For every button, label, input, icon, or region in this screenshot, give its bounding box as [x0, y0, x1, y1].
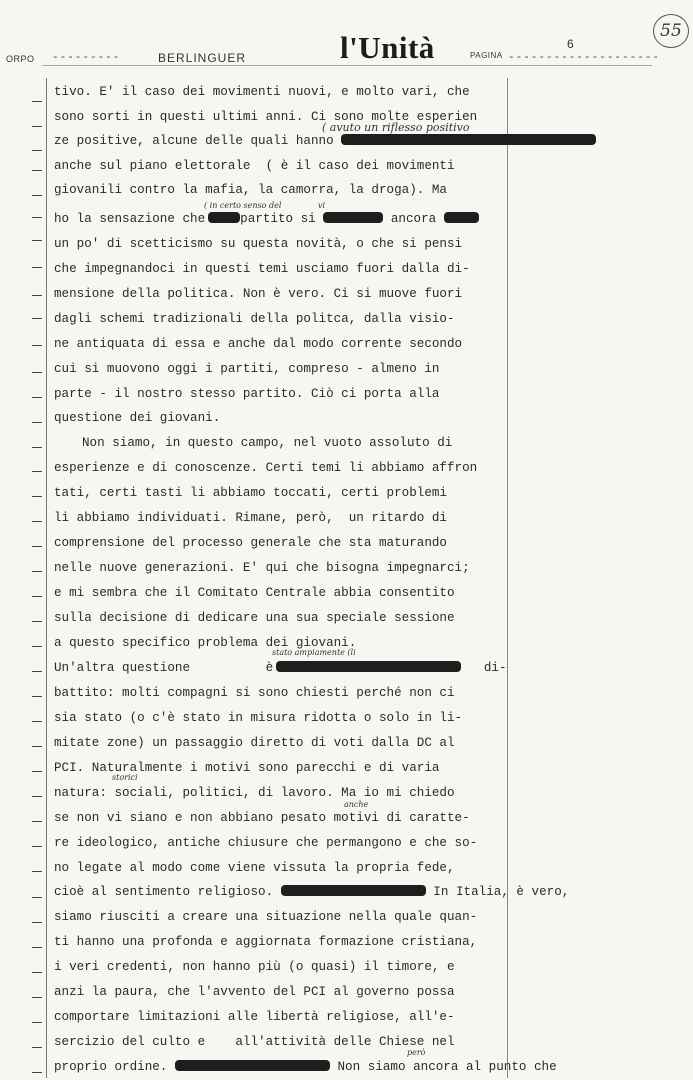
header-rule	[42, 65, 652, 66]
margin-tick	[32, 521, 42, 522]
margin-tick	[32, 372, 42, 373]
margin-tick	[32, 922, 42, 923]
handwritten-annotation: anche	[344, 800, 369, 809]
text-line	[54, 133, 596, 149]
text-segment: è	[265, 661, 274, 675]
text-line: tati, certi tasti li abbiamo toccati, certi problemi	[54, 486, 447, 500]
text-line: i veri credenti, non hanno più (o quasi) il timore, e	[54, 960, 455, 974]
text-line: natura: sociali, politici, di lavoro. Ma io mi chiedo	[54, 786, 455, 800]
margin-tick	[32, 397, 42, 398]
text-line	[54, 211, 479, 227]
text-segment: Un'altra questione	[54, 661, 191, 675]
margin-tick	[32, 1047, 42, 1048]
text-line	[54, 884, 569, 900]
text-segment: In Italia, è vero,	[433, 885, 570, 899]
text-line: cui si muovono oggi i partiti, compreso - almeno in	[54, 362, 440, 376]
text-line: battito: molti compagni si sono chiesti perché non ci	[54, 686, 455, 700]
text-line: parte - il nostro stesso partito. Ciò ci porta alla	[54, 387, 440, 401]
handwritten-annotation: vi	[318, 201, 326, 210]
text-segment: ancora	[390, 212, 437, 226]
margin-tick	[32, 496, 42, 497]
margin-tick	[32, 101, 42, 102]
margin-tick	[32, 897, 42, 898]
handwritten-annotation: ( avuto un riflesso positivo	[322, 121, 470, 134]
text-line: mensione della politica. Non è vero. Ci si muove fuori	[54, 287, 463, 301]
margin-tick	[32, 240, 42, 241]
margin-tick	[32, 318, 42, 319]
redaction-bar	[323, 212, 383, 223]
text-line: li abbiamo individuati. Rimane, però, un ritardo di	[54, 511, 447, 525]
text-line: sia stato (o c'è stato in misura ridotta o solo in li-	[54, 711, 463, 725]
margin-tick	[32, 1022, 42, 1023]
text-line: mitate zone) un passaggio diretto di voti dalla DC al	[54, 736, 455, 750]
newspaper-logo: l'Unità	[340, 30, 435, 65]
text-line: ne antiquata di essa e anche dal modo corrente secondo	[54, 337, 463, 351]
margin-tick	[32, 571, 42, 572]
text-line: nelle nuove generazioni. E' qui che bisogna impegnarci;	[54, 561, 470, 575]
margin-tick	[32, 721, 42, 722]
right-margin-rule	[507, 78, 508, 1078]
text-line: e mi sembra che il Comitato Centrale abbia consentito	[54, 586, 455, 600]
text-line: PCI. Naturalmente i motivi sono parecchi e di varia	[54, 761, 440, 775]
handwritten-annotation: storici	[112, 773, 138, 782]
margin-tick	[32, 217, 42, 218]
text-segment: partito si	[240, 212, 316, 226]
redaction-bar	[281, 885, 426, 896]
text-line: ti hanno una profonda e aggiornata formazione cristiana,	[54, 935, 478, 949]
margin-tick	[32, 1072, 42, 1073]
text-line: questione dei giovani.	[54, 411, 221, 425]
text-line: sulla decisione di dedicare una sua speciale sessione	[54, 611, 455, 625]
text-line: comprensione del processo generale che sta maturando	[54, 536, 447, 550]
margin-tick	[32, 546, 42, 547]
handwritten-annotation: però	[407, 1048, 426, 1057]
handwritten-annotation: stato ampiamente (li	[272, 648, 356, 657]
pagina-field: --------------------	[508, 52, 661, 64]
text-line: giovanili contro la mafia, la camorra, la droga). Ma	[54, 183, 447, 197]
text-segment: ze positive, alcune delle quali hanno	[54, 134, 334, 148]
margin-tick	[32, 997, 42, 998]
pagina-label: PAGINA	[470, 51, 503, 60]
margin-tick	[32, 596, 42, 597]
text-line: no legate al modo come viene vissuta la propria fede,	[54, 861, 455, 875]
margin-tick	[32, 796, 42, 797]
margin-tick	[32, 447, 42, 448]
circled-page-stamp: 55	[653, 14, 689, 48]
margin-tick	[32, 696, 42, 697]
text-line: comportare limitazioni alle libertà religiose, all'e-	[54, 1010, 455, 1024]
text-line: siamo riusciti a creare una situazione nella quale quan-	[54, 910, 478, 924]
margin-tick	[32, 195, 42, 196]
text-segment: proprio ordine.	[54, 1060, 168, 1074]
margin-tick	[32, 972, 42, 973]
redaction-bar	[208, 212, 240, 223]
margin-tick	[32, 871, 42, 872]
redaction-bar	[276, 661, 461, 672]
margin-tick	[32, 671, 42, 672]
text-line	[54, 660, 507, 676]
text-segment: di-	[483, 661, 507, 675]
margin-tick	[32, 646, 42, 647]
margin-tick	[32, 345, 42, 346]
margin-tick	[32, 846, 42, 847]
page-header	[0, 0, 693, 80]
margin-tick-marks	[0, 0, 50, 1080]
text-line: che impegnandoci in questi temi usciamo fuori dalla di-	[54, 262, 470, 276]
text-line: esperienze e di conoscenze. Certi temi li abbiamo affron	[54, 461, 478, 475]
margin-tick	[32, 771, 42, 772]
margin-tick	[32, 126, 42, 127]
text-line: anzi la paura, che l'avvento del PCI al governo possa	[54, 985, 455, 999]
corpo-field: ---------	[52, 52, 121, 64]
document-title: BERLINGUER	[158, 51, 247, 65]
margin-tick	[32, 821, 42, 822]
left-margin-rule	[46, 78, 47, 1078]
margin-tick	[32, 150, 42, 151]
margin-tick	[32, 746, 42, 747]
text-line: a questo specifico problema dei giovani.	[54, 636, 357, 650]
text-line: se non vi siano e non abbiano pesato motivi di caratte-	[54, 811, 470, 825]
text-segment: ho la sensazione che	[54, 212, 206, 226]
text-line: dagli schemi tradizionali della politca, dalla visio-	[54, 312, 455, 326]
text-line: sono sorti in questi ultimi anni. Ci sono molte esperien	[54, 110, 478, 124]
redaction-bar	[444, 212, 479, 223]
margin-tick	[32, 267, 42, 268]
text-line: sercizio del culto e all'attività delle Chiese nel	[54, 1035, 455, 1049]
text-line: anche sul piano elettorale ( è il caso dei movimenti	[54, 159, 455, 173]
handwritten-annotation: ( in certo senso del	[204, 201, 282, 210]
text-line: re ideologico, antiche chiusure che permangono e che so-	[54, 836, 478, 850]
redaction-bar	[175, 1060, 330, 1071]
redaction-bar	[341, 134, 596, 145]
text-line: un po' di scetticismo su questa novità, o che si pensi	[54, 237, 463, 251]
text-segment: Non siamo ancora al punto che	[337, 1060, 557, 1074]
margin-tick	[32, 170, 42, 171]
text-line: tivo. E' il caso dei movimenti nuovi, e molto vari, che	[54, 85, 470, 99]
page-number: 6	[567, 37, 574, 51]
margin-tick	[32, 471, 42, 472]
text-line: Non siamo, in questo campo, nel vuoto assoluto di	[82, 436, 453, 450]
text-line	[54, 1059, 557, 1075]
margin-tick	[32, 422, 42, 423]
margin-tick	[32, 947, 42, 948]
margin-tick	[32, 621, 42, 622]
margin-tick	[32, 295, 42, 296]
corpo-label: ORPO	[6, 54, 35, 64]
text-segment: cioè al sentimento religioso.	[54, 885, 274, 899]
